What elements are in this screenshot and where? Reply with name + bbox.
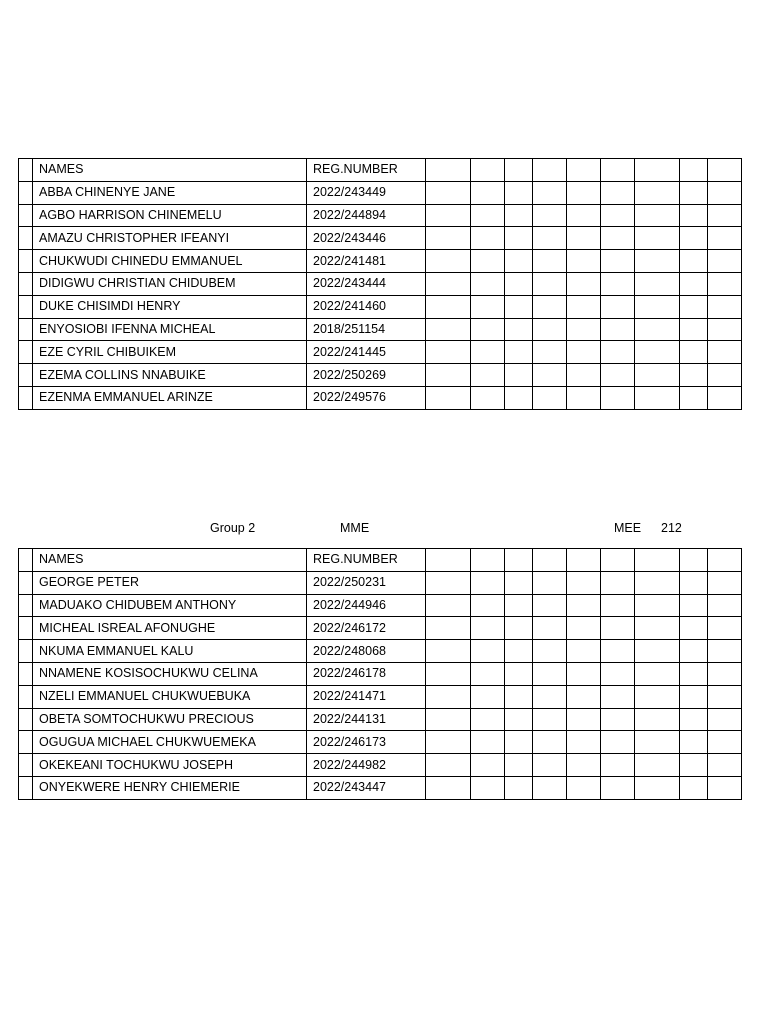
attendance-cell	[635, 386, 680, 409]
attendance-cell	[426, 227, 471, 250]
table-row	[19, 181, 742, 204]
attendance-cell	[471, 204, 505, 227]
attendance-cell	[533, 685, 567, 708]
attendance-cell	[635, 594, 680, 617]
attendance-cell	[601, 295, 635, 318]
attendance-cell	[635, 571, 680, 594]
attendance-cell	[533, 549, 567, 572]
attendance-cell	[601, 685, 635, 708]
index-cell	[19, 594, 33, 617]
attendance-cell	[505, 227, 533, 250]
reg-number-cell: 2022/250231	[307, 571, 426, 594]
attendance-cell	[601, 227, 635, 250]
attendance-cell	[601, 549, 635, 572]
attendance-cell	[426, 731, 471, 754]
attendance-cell	[505, 640, 533, 663]
table-row	[19, 386, 742, 409]
attendance-cell	[680, 754, 708, 777]
attendance-cell	[471, 227, 505, 250]
attendance-cell	[471, 159, 505, 182]
attendance-cell	[533, 640, 567, 663]
attendance-cell	[426, 571, 471, 594]
attendance-cell	[601, 341, 635, 364]
attendance-cell	[601, 731, 635, 754]
attendance-cell	[533, 341, 567, 364]
attendance-cell	[426, 341, 471, 364]
attendance-cell	[567, 685, 601, 708]
attendance-cell	[533, 272, 567, 295]
attendance-cell	[635, 685, 680, 708]
attendance-cell	[505, 549, 533, 572]
attendance-cell	[471, 295, 505, 318]
name-cell: NAMES	[33, 549, 307, 572]
attendance-cell	[601, 776, 635, 799]
attendance-cell	[680, 204, 708, 227]
attendance-cell	[471, 776, 505, 799]
index-cell	[19, 549, 33, 572]
attendance-cell	[635, 272, 680, 295]
index-cell	[19, 386, 33, 409]
table-row	[19, 364, 742, 387]
attendance-cell	[708, 295, 742, 318]
name-cell: NAMES	[33, 159, 307, 182]
reg-number-cell: 2022/243447	[307, 776, 426, 799]
attendance-cell	[635, 227, 680, 250]
name-cell: NKUMA EMMANUEL KALU	[33, 640, 307, 663]
index-cell	[19, 159, 33, 182]
name-cell: DUKE CHISIMDI HENRY	[33, 295, 307, 318]
attendance-cell	[426, 272, 471, 295]
name-cell: ENYOSIOBI IFENNA MICHEAL	[33, 318, 307, 341]
index-cell	[19, 204, 33, 227]
attendance-cell	[471, 685, 505, 708]
header-row	[19, 549, 742, 572]
attendance-cell	[426, 776, 471, 799]
attendance-cell	[680, 386, 708, 409]
reg-number-cell: 2022/243444	[307, 272, 426, 295]
table-row	[19, 662, 742, 685]
attendance-cell	[708, 386, 742, 409]
name-cell: NNAMENE KOSISOCHUKWU CELINA	[33, 662, 307, 685]
attendance-cell	[505, 272, 533, 295]
attendance-cell	[680, 594, 708, 617]
attendance-cell	[505, 594, 533, 617]
reg-number-cell: 2022/248068	[307, 640, 426, 663]
attendance-cell	[471, 364, 505, 387]
name-cell: MADUAKO CHIDUBEM ANTHONY	[33, 594, 307, 617]
attendance-cell	[471, 386, 505, 409]
attendance-cell	[471, 640, 505, 663]
name-cell: CHUKWUDI CHINEDU EMMANUEL	[33, 250, 307, 273]
index-cell	[19, 295, 33, 318]
attendance-cell	[601, 272, 635, 295]
attendance-cell	[426, 364, 471, 387]
name-cell: OBETA SOMTOCHUKWU PRECIOUS	[33, 708, 307, 731]
index-cell	[19, 318, 33, 341]
attendance-cell	[426, 204, 471, 227]
attendance-cell	[533, 776, 567, 799]
index-cell	[19, 776, 33, 799]
attendance-cell	[471, 549, 505, 572]
table-row	[19, 227, 742, 250]
header-row	[19, 159, 742, 182]
reg-number-cell: 2022/241460	[307, 295, 426, 318]
table-row	[19, 708, 742, 731]
attendance-cell	[708, 250, 742, 273]
attendance-cell	[708, 754, 742, 777]
attendance-cell	[471, 662, 505, 685]
attendance-cell	[567, 594, 601, 617]
reg-number-cell: 2022/243449	[307, 181, 426, 204]
index-cell	[19, 617, 33, 640]
attendance-cell	[533, 708, 567, 731]
attendance-cell	[680, 181, 708, 204]
attendance-cell	[471, 272, 505, 295]
attendance-cell	[533, 295, 567, 318]
index-cell	[19, 708, 33, 731]
attendance-cell	[635, 549, 680, 572]
attendance-cell	[601, 364, 635, 387]
attendance-cell	[567, 318, 601, 341]
attendance-cell	[680, 640, 708, 663]
attendance-cell	[426, 685, 471, 708]
attendance-cell	[426, 662, 471, 685]
attendance-cell	[567, 272, 601, 295]
attendance-cell	[567, 731, 601, 754]
attendance-cell	[505, 204, 533, 227]
attendance-cell	[533, 227, 567, 250]
attendance-cell	[533, 364, 567, 387]
attendance-cell	[680, 549, 708, 572]
attendance-cell	[708, 731, 742, 754]
reg-number-cell: 2022/244894	[307, 204, 426, 227]
attendance-cell	[635, 617, 680, 640]
attendance-cell	[505, 571, 533, 594]
attendance-cell	[505, 318, 533, 341]
attendance-cell	[505, 159, 533, 182]
attendance-cell	[680, 250, 708, 273]
attendance-cell	[635, 181, 680, 204]
attendance-cell	[426, 181, 471, 204]
attendance-cell	[471, 617, 505, 640]
attendance-cell	[601, 662, 635, 685]
attendance-cell	[567, 617, 601, 640]
attendance-cell	[601, 594, 635, 617]
name-cell: NZELI EMMANUEL CHUKWUEBUKA	[33, 685, 307, 708]
attendance-cell	[471, 754, 505, 777]
attendance-cell	[471, 341, 505, 364]
name-cell: EZEMA COLLINS NNABUIKE	[33, 364, 307, 387]
reg-number-cell: 2022/241471	[307, 685, 426, 708]
attendance-cell	[680, 662, 708, 685]
table-row	[19, 594, 742, 617]
attendance-cell	[680, 159, 708, 182]
attendance-cell	[708, 341, 742, 364]
name-cell: AGBO HARRISON CHINEMELU	[33, 204, 307, 227]
index-cell	[19, 731, 33, 754]
attendance-cell	[708, 181, 742, 204]
department-label: MME	[340, 521, 370, 535]
attendance-cell	[708, 594, 742, 617]
attendance-cell	[708, 364, 742, 387]
attendance-cell	[601, 159, 635, 182]
attendance-cell	[601, 386, 635, 409]
attendance-cell	[505, 181, 533, 204]
attendance-cell	[533, 318, 567, 341]
table-row	[19, 295, 742, 318]
attendance-cell	[708, 640, 742, 663]
attendance-cell	[505, 685, 533, 708]
attendance-cell	[471, 731, 505, 754]
attendance-cell	[505, 295, 533, 318]
group-label: Group 2	[210, 521, 256, 535]
attendance-cell	[635, 159, 680, 182]
index-cell	[19, 272, 33, 295]
attendance-cell	[471, 181, 505, 204]
index-cell	[19, 571, 33, 594]
name-cell: MICHEAL ISREAL AFONUGHE	[33, 617, 307, 640]
attendance-cell	[426, 549, 471, 572]
attendance-cell	[680, 617, 708, 640]
attendance-cell	[426, 640, 471, 663]
attendance-cell	[533, 594, 567, 617]
reg-number-cell: 2022/246173	[307, 731, 426, 754]
attendance-cell	[635, 295, 680, 318]
name-cell: EZENMA EMMANUEL ARINZE	[33, 386, 307, 409]
attendance-cell	[601, 754, 635, 777]
attendance-cell	[426, 386, 471, 409]
attendance-cell	[680, 227, 708, 250]
attendance-cell	[680, 571, 708, 594]
table-row	[19, 776, 742, 799]
attendance-cell	[505, 754, 533, 777]
attendance-cell	[680, 318, 708, 341]
index-cell	[19, 662, 33, 685]
table-row	[19, 617, 742, 640]
attendance-cell	[708, 159, 742, 182]
attendance-cell	[533, 181, 567, 204]
attendance-cell	[426, 617, 471, 640]
attendance-cell	[505, 662, 533, 685]
attendance-cell	[635, 776, 680, 799]
attendance-cell	[635, 341, 680, 364]
attendance-cell	[505, 708, 533, 731]
attendance-cell	[426, 250, 471, 273]
reg-number-cell: 2022/244982	[307, 754, 426, 777]
attendance-cell	[635, 318, 680, 341]
attendance-cell	[601, 571, 635, 594]
attendance-cell	[708, 776, 742, 799]
attendance-cell	[533, 731, 567, 754]
attendance-cell	[601, 181, 635, 204]
attendance-cell	[567, 662, 601, 685]
reg-number-cell: 2022/246172	[307, 617, 426, 640]
reg-number-cell: 2022/243446	[307, 227, 426, 250]
attendance-cell	[680, 731, 708, 754]
attendance-cell	[533, 250, 567, 273]
reg-number-cell: 2022/241445	[307, 341, 426, 364]
attendance-cell	[426, 159, 471, 182]
attendance-table-1	[18, 158, 742, 410]
attendance-cell	[533, 754, 567, 777]
attendance-cell	[680, 341, 708, 364]
name-cell: EZE CYRIL CHIBUIKEM	[33, 341, 307, 364]
name-cell: AMAZU CHRISTOPHER IFEANYI	[33, 227, 307, 250]
reg-number-cell: 2022/250269	[307, 364, 426, 387]
attendance-cell	[708, 272, 742, 295]
attendance-cell	[680, 364, 708, 387]
attendance-cell	[601, 708, 635, 731]
attendance-cell	[471, 318, 505, 341]
attendance-cell	[567, 708, 601, 731]
attendance-cell	[471, 571, 505, 594]
attendance-cell	[567, 341, 601, 364]
attendance-cell	[505, 776, 533, 799]
attendance-cell	[505, 341, 533, 364]
attendance-cell	[601, 318, 635, 341]
attendance-cell	[601, 617, 635, 640]
table-row	[19, 250, 742, 273]
table-row	[19, 754, 742, 777]
attendance-cell	[426, 708, 471, 731]
attendance-cell	[708, 204, 742, 227]
attendance-cell	[601, 640, 635, 663]
attendance-cell	[680, 776, 708, 799]
table-row	[19, 571, 742, 594]
attendance-cell	[567, 295, 601, 318]
reg-number-cell: REG.NUMBER	[307, 549, 426, 572]
attendance-cell	[567, 754, 601, 777]
attendance-cell	[426, 754, 471, 777]
attendance-cell	[708, 685, 742, 708]
attendance-cell	[426, 318, 471, 341]
name-cell: OGUGUA MICHAEL CHUKWUEMEKA	[33, 731, 307, 754]
attendance-cell	[505, 364, 533, 387]
attendance-cell	[635, 662, 680, 685]
attendance-cell	[471, 594, 505, 617]
index-cell	[19, 685, 33, 708]
reg-number-cell: 2022/244131	[307, 708, 426, 731]
attendance-cell	[533, 571, 567, 594]
attendance-cell	[567, 386, 601, 409]
attendance-cell	[635, 754, 680, 777]
course-code-label: MEE	[614, 521, 642, 535]
attendance-cell	[505, 386, 533, 409]
table-row	[19, 272, 742, 295]
attendance-cell	[567, 204, 601, 227]
attendance-cell	[533, 204, 567, 227]
attendance-cell	[567, 640, 601, 663]
attendance-cell	[708, 662, 742, 685]
attendance-cell	[680, 685, 708, 708]
course-number-label: 212	[661, 521, 682, 535]
index-cell	[19, 227, 33, 250]
index-cell	[19, 364, 33, 387]
table-row	[19, 685, 742, 708]
name-cell: OKEKEANI TOCHUKWU JOSEPH	[33, 754, 307, 777]
name-cell: ONYEKWERE HENRY CHIEMERIE	[33, 776, 307, 799]
attendance-cell	[567, 227, 601, 250]
index-cell	[19, 640, 33, 663]
attendance-cell	[505, 731, 533, 754]
attendance-cell	[567, 364, 601, 387]
attendance-cell	[471, 250, 505, 273]
attendance-cell	[426, 295, 471, 318]
attendance-table-2	[18, 548, 742, 800]
attendance-cell	[708, 227, 742, 250]
reg-number-cell: 2022/249576	[307, 386, 426, 409]
attendance-cell	[635, 364, 680, 387]
attendance-cell	[635, 708, 680, 731]
table-row	[19, 341, 742, 364]
index-cell	[19, 181, 33, 204]
attendance-cell	[601, 250, 635, 273]
attendance-cell	[680, 272, 708, 295]
attendance-cell	[533, 386, 567, 409]
reg-number-cell: REG.NUMBER	[307, 159, 426, 182]
attendance-cell	[567, 549, 601, 572]
name-cell: DIDIGWU CHRISTIAN CHIDUBEM	[33, 272, 307, 295]
attendance-cell	[567, 181, 601, 204]
reg-number-cell: 2022/244946	[307, 594, 426, 617]
attendance-cell	[533, 159, 567, 182]
name-cell: ABBA CHINENYE JANE	[33, 181, 307, 204]
attendance-cell	[505, 617, 533, 640]
name-cell: GEORGE PETER	[33, 571, 307, 594]
table-row	[19, 640, 742, 663]
attendance-cell	[471, 708, 505, 731]
attendance-cell	[708, 571, 742, 594]
table-row	[19, 318, 742, 341]
attendance-cell	[533, 662, 567, 685]
attendance-cell	[567, 571, 601, 594]
attendance-cell	[635, 731, 680, 754]
attendance-cell	[533, 617, 567, 640]
index-cell	[19, 250, 33, 273]
reg-number-cell: 2022/241481	[307, 250, 426, 273]
attendance-cell	[635, 204, 680, 227]
attendance-cell	[567, 250, 601, 273]
attendance-cell	[708, 549, 742, 572]
attendance-cell	[505, 250, 533, 273]
attendance-cell	[680, 708, 708, 731]
attendance-cell	[680, 295, 708, 318]
reg-number-cell: 2022/246178	[307, 662, 426, 685]
reg-number-cell: 2018/251154	[307, 318, 426, 341]
attendance-cell	[708, 708, 742, 731]
attendance-cell	[635, 250, 680, 273]
attendance-cell	[601, 204, 635, 227]
attendance-cell	[708, 617, 742, 640]
attendance-cell	[708, 318, 742, 341]
index-cell	[19, 754, 33, 777]
attendance-cell	[567, 776, 601, 799]
table-row	[19, 731, 742, 754]
index-cell	[19, 341, 33, 364]
attendance-cell	[635, 640, 680, 663]
table-row	[19, 204, 742, 227]
attendance-cell	[567, 159, 601, 182]
attendance-cell	[426, 594, 471, 617]
